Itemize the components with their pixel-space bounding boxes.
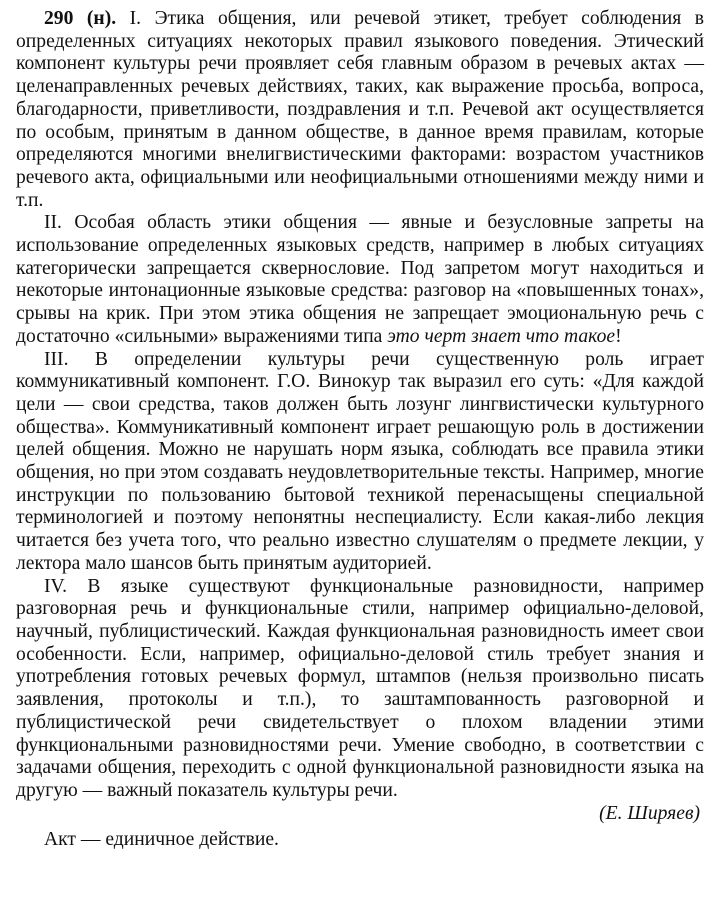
paragraph-1 [16,8,704,212]
paragraph-3: III. В определении культуры речи существенную роль играет коммуникативный компонент. Г.О. Винокур так выразил его суть: «Для каждой цели — свои средства, таков должен быть лозунг лингвистически культурного общества». Коммуникативный компонент играет решающую роль в достижении целей общения. Можно не нарушать норм языка, соблюдать все правила этики общения, но при этом создавать неудовлетворительные тексты. Например, многие инструкции по пользованию бытовой техникой перенасыщены специальной терминологией и поэтому непонятны неспециалисту. Если какая-либо лекция читается без учета того, что реально известно слушателям о предмете лекции, у лектора мало шансов быть принятым аудиторией. [16,348,704,574]
paragraph-2-italic-example: это черт знает что такое [387,325,616,347]
paragraph-1-text: I. Этика общения, или речевой этикет, требует соблюдения в определенных ситуациях некоторых правил языкового поведения. Этический компонент культуры речи проявляет себя главным образом в речевых актах — целенаправленных речевых действиях, таких, как выражение просьба, вопроса, благодарности, приветливости, поздравления и т.п. Речевой акт осуществляется по особым, принятым в данном обществе, в данное время правилам, которые определяются многими внелигвистическими факторами: возрастом участников речевого акта, официальными или неофициальными отношениями между ними и т.п. [16,8,704,211]
exercise-text [16,8,704,852]
exercise-number: 290 (н). [44,8,117,29]
paragraph-2 [16,212,704,348]
author-attribution: (Е. Ширяев) [599,802,700,824]
paragraph-2-end: ! [615,325,622,347]
paragraph-4: IV. В языке существуют функциональные разновидности, например разговорная речь и функциональные стили, например официально-деловой, научный, публицистический. Каждая функциональная разновидность имеет свои особенности. Если, например, официально-деловой стиль требует знания и употребления готовых речевых формул, штампов (нельзя произвольно писать заявления, протоколы и т.п.), то заштампованность разговорной и публицистической речи свидетельствует о плохом владении этими функциональными разновидностями речи. Умение свободно, в соответствии с задачами общения, переходить с одной функциональной разновидности языка на другую — важный показатель культуры речи. [16,575,704,801]
paragraph-2-text: II. Особая область этики общения — явные и безусловные запреты на использование определенных языковых средств, например в любых ситуациях категорически запрещается сквернословие. Под запретом могут находиться и некоторые интонационные языковые средства: разговор на «повышенных тонах», срывы на крик. При этом этика общения не запрещает эмоциональную речь с достаточно «сильными» выражениями типа [16,212,704,347]
vocabulary-note: Акт — единичное действие. [44,829,279,851]
